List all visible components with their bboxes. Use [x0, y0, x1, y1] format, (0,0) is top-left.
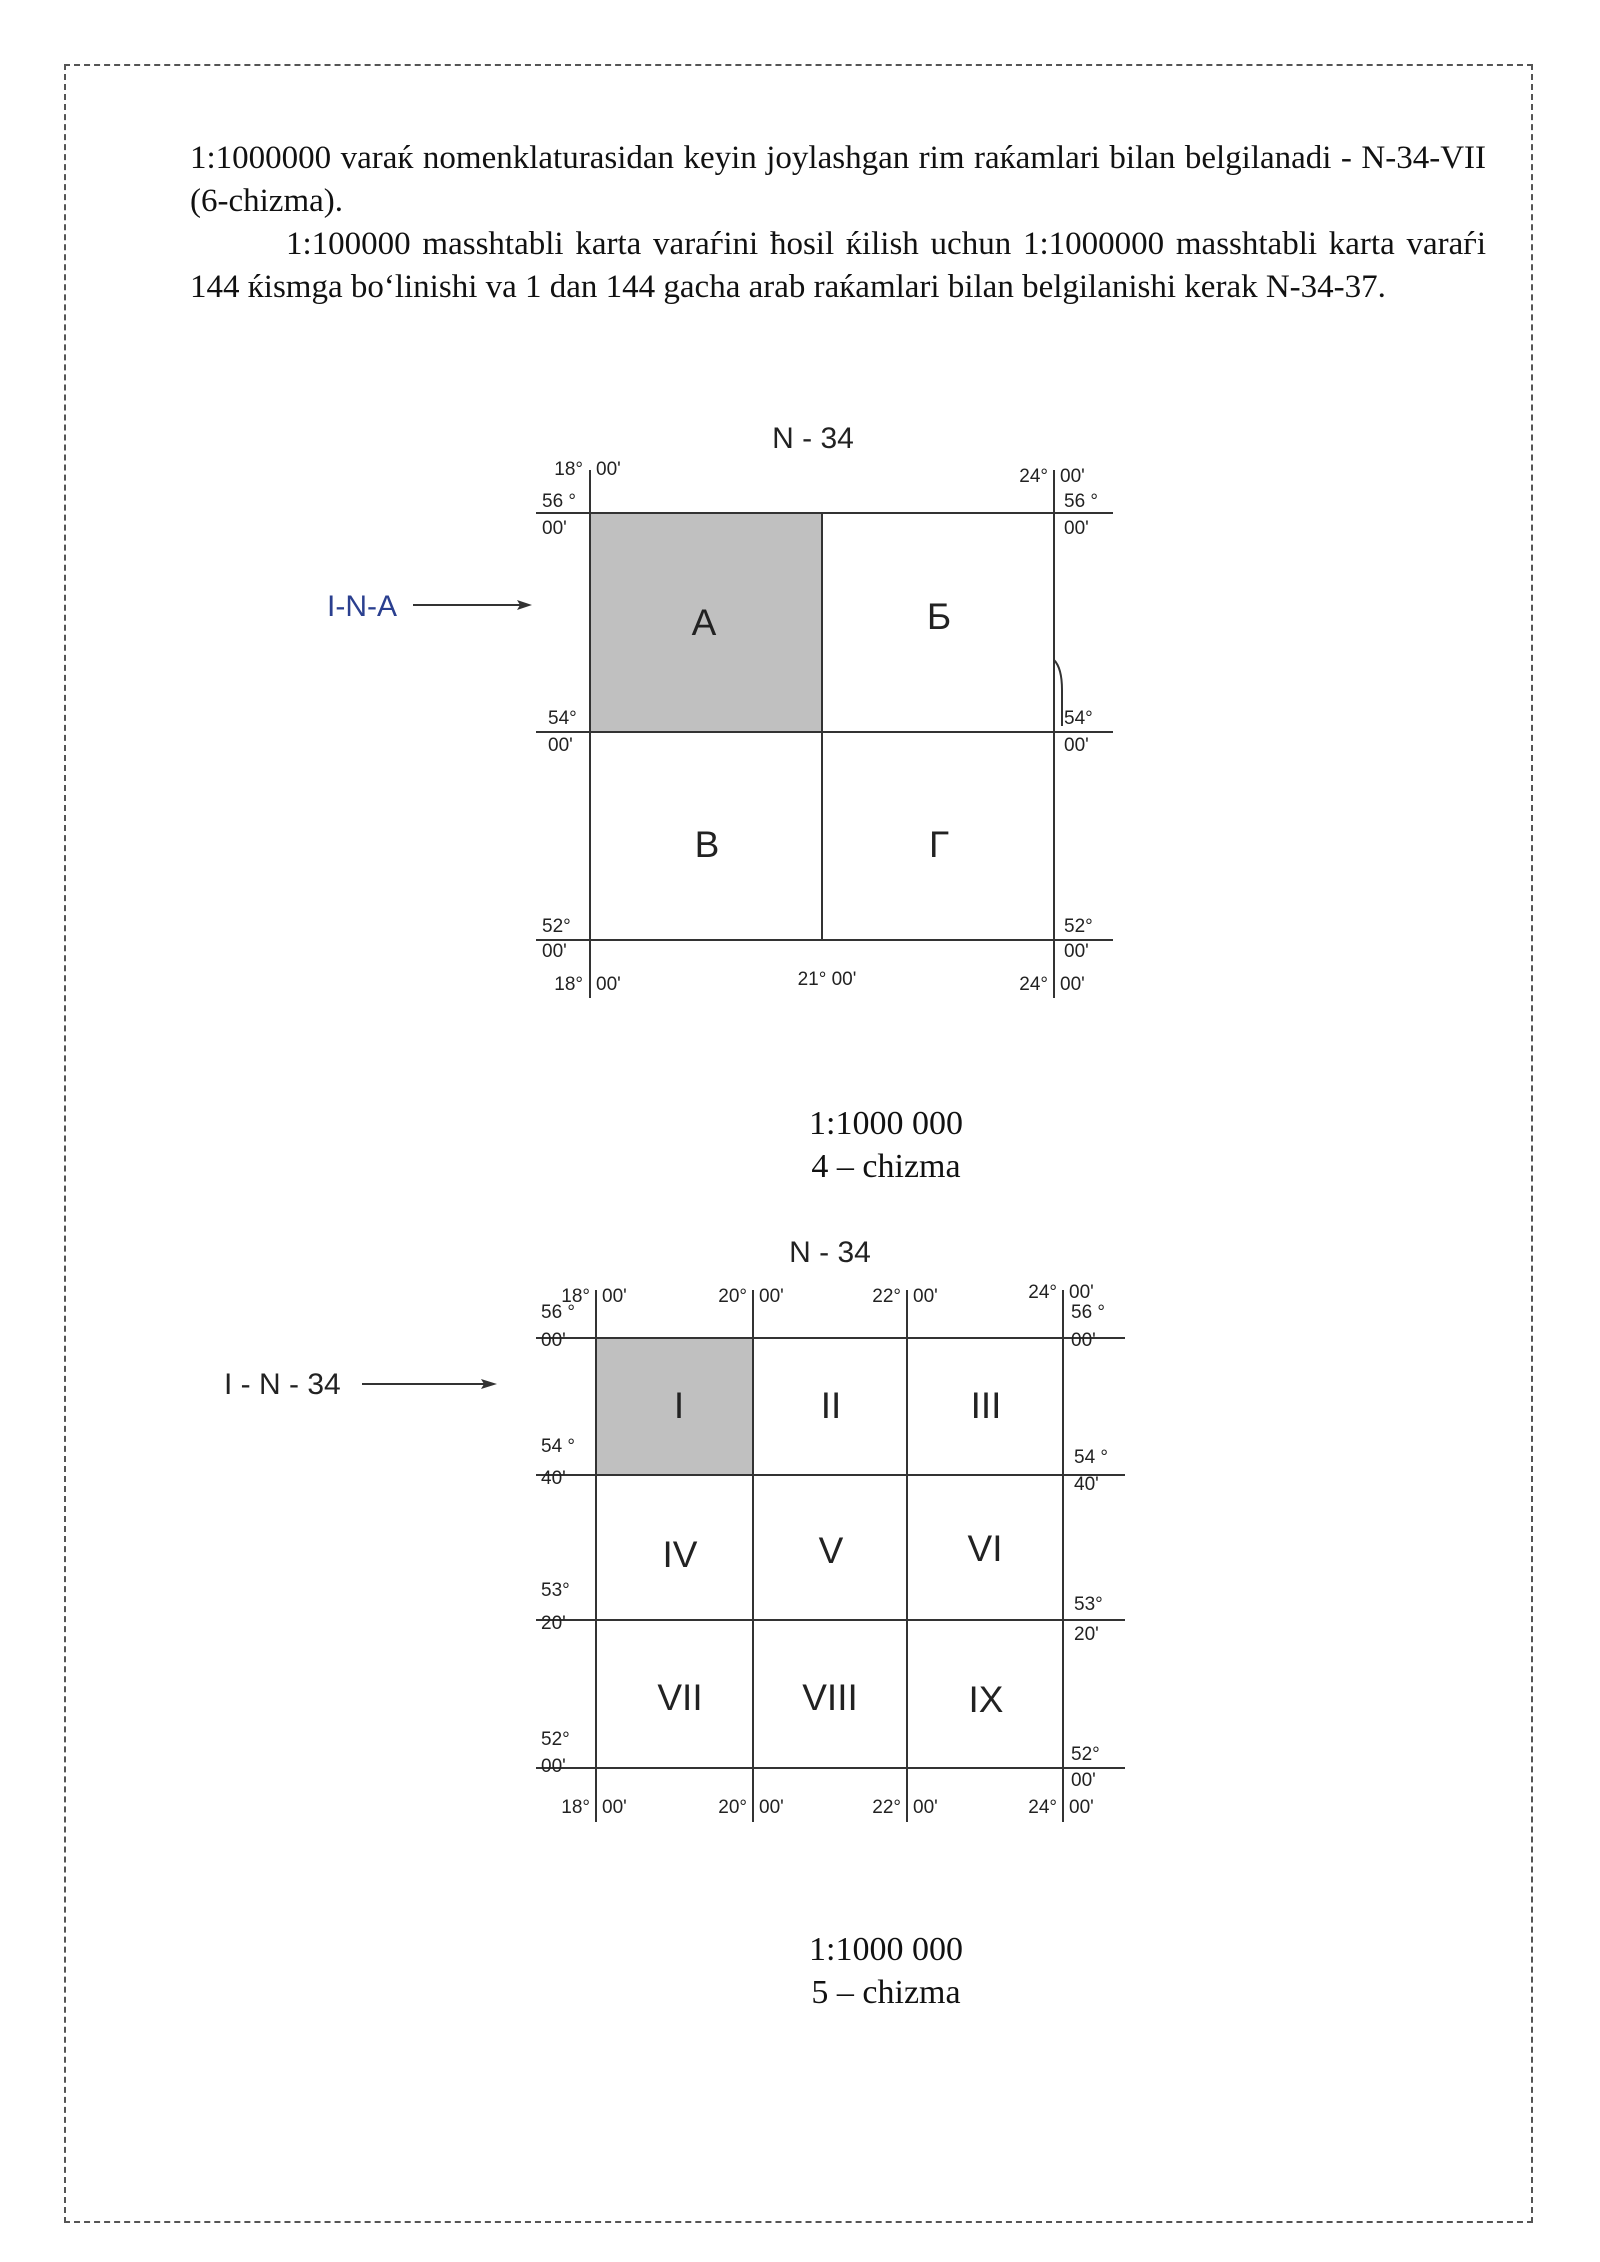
- fig4-lon-tr-min: 00': [1060, 466, 1085, 487]
- fig5-cell-3: III: [970, 1385, 1002, 1426]
- fig4-lat-top-deg-left: 56 °: [542, 491, 577, 512]
- fig5-bot-lon-1-min: 00': [602, 1797, 627, 1818]
- fig4-caption-scale: 1:1000 000: [809, 1105, 963, 1142]
- paragraph-2: 1:100000 masshtabli karta varaѓini ħosil ќilish uchun 1:1000000 masshtabli karta varaѓi 144 ќismga bo‘linishi va 1 dan 144 gacha arab raќamlari bilan belgilanishi kerak N-34-37.: [190, 226, 1486, 305]
- fig5-cell-4: IV: [662, 1534, 698, 1575]
- fig5-top-lon-1-min: 00': [602, 1286, 627, 1307]
- fig4-lon-tl-deg: 18°: [554, 459, 583, 480]
- fig5-lat-4-min-right: 00': [1071, 1770, 1096, 1791]
- fig5-lat-3-deg-left: 53°: [541, 1580, 570, 1601]
- fig5-top-lon-2-min: 00': [759, 1286, 784, 1307]
- fig5-lat-1-min-left: 00': [541, 1330, 566, 1351]
- fig4-lon-br-deg: 24°: [1019, 974, 1048, 995]
- fig5-lat-4-deg-left: 52°: [541, 1729, 570, 1750]
- fig5-bot-lon-3-deg: 22°: [872, 1797, 901, 1818]
- fig4-cell-v: В: [694, 824, 720, 865]
- fig4-lat-bot-deg-left: 52°: [542, 916, 571, 937]
- fig4-lon-tr-deg: 24°: [1019, 466, 1048, 487]
- fig5-lat-1-deg-left: 56 °: [541, 1302, 576, 1323]
- fig5-cell-6: VI: [967, 1528, 1003, 1569]
- fig4-lat-top-deg-right: 56 °: [1064, 491, 1099, 512]
- fig4-cell-b: Б: [926, 596, 952, 637]
- paragraph-1: 1:1000000 varaќ nomenklaturasidan keyin joylashgan rim raќamlari bilan belgilanadi - N-34-VII (6-chizma).: [190, 140, 1486, 219]
- fig5-top-lon-3-min: 00': [913, 1286, 938, 1307]
- fig5-top-lon-3-deg: 22°: [872, 1286, 901, 1307]
- fig4-lat-bot-min-right: 00': [1064, 941, 1089, 962]
- fig5-cell-2: II: [820, 1385, 842, 1426]
- fig5-lat-3-deg-right: 53°: [1074, 1594, 1103, 1615]
- fig5-bot-lon-1-deg: 18°: [561, 1797, 590, 1818]
- fig4-cell-a: А: [691, 602, 717, 643]
- fig5-top-lon-1-deg: 18°: [561, 1286, 590, 1307]
- fig5-caption-scale: 1:1000 000: [809, 1931, 963, 1968]
- fig4-lat-top-min-right: 00': [1064, 518, 1089, 539]
- fig5-bot-lon-4-deg: 24°: [1028, 1797, 1057, 1818]
- fig4-lat-mid-deg-right: 54°: [1064, 708, 1093, 729]
- fig5-bot-lon-4-min: 00': [1069, 1797, 1094, 1818]
- fig5-cell-1: I: [673, 1385, 685, 1426]
- fig5-lat-2-deg-right: 54 °: [1074, 1447, 1109, 1468]
- fig5-lat-2-deg-left: 54 °: [541, 1436, 576, 1457]
- fig5-lat-4-min-left: 00': [541, 1756, 566, 1777]
- fig5-top-lon-4-min: 00': [1069, 1282, 1094, 1303]
- fig5-bot-lon-2-min: 00': [759, 1797, 784, 1818]
- fig5-bot-lon-2-deg: 20°: [718, 1797, 747, 1818]
- fig5-arrow-icon: [362, 1379, 497, 1389]
- fig4-caption-name: 4 – chizma: [811, 1148, 961, 1185]
- fig5-cell-5: V: [818, 1530, 844, 1571]
- fig5-cell-8: VIII: [802, 1677, 858, 1718]
- fig4-lon-bl-deg: 18°: [554, 974, 583, 995]
- fig5-lat-3-min-left: 20': [541, 1613, 566, 1634]
- fig4-cell-g: Г: [928, 824, 950, 865]
- fig5-lat-2-min-right: 40': [1074, 1474, 1099, 1495]
- fig5-side-label: I - N - 34: [224, 1368, 341, 1401]
- fig5-lat-4-deg-right: 52°: [1071, 1744, 1100, 1765]
- fig5-lat-1-deg-right: 56 °: [1071, 1302, 1106, 1323]
- fig5-top-lon-2-deg: 20°: [718, 1286, 747, 1307]
- fig4-lon-bm: 21° 00': [797, 969, 857, 990]
- fig4-title: N - 34: [772, 422, 854, 455]
- fig4-lat-bot-deg-right: 52°: [1064, 916, 1093, 937]
- fig4-lon-bl-min: 00': [596, 974, 621, 995]
- fig5-cell-7: VII: [657, 1677, 703, 1718]
- fig4-side-label: І-N-A: [327, 590, 397, 623]
- fig4-lat-mid-deg-left: 54°: [548, 708, 577, 729]
- fig5-top-lon-4-deg: 24°: [1028, 1282, 1057, 1303]
- fig5-lat-3-min-right: 20': [1074, 1624, 1099, 1645]
- fig5-lat-2-min-left: 40': [541, 1468, 566, 1489]
- fig5-caption-name: 5 – chizma: [811, 1974, 961, 2011]
- fig4-lat-bot-min-left: 00': [542, 941, 567, 962]
- fig4-lat-mid-min-left: 00': [548, 735, 573, 756]
- fig5-bot-lon-3-min: 00': [913, 1797, 938, 1818]
- fig5-lat-1-min-right: 00': [1071, 1330, 1096, 1351]
- fig5-title: N - 34: [789, 1236, 871, 1269]
- fig5-cell-9: IX: [968, 1679, 1004, 1720]
- fig4-lat-mid-min-right: 00': [1064, 735, 1089, 756]
- fig4-lat-top-min-left: 00': [542, 518, 567, 539]
- fig4-lon-br-min: 00': [1060, 974, 1085, 995]
- fig4-lon-tl-min: 00': [596, 459, 621, 480]
